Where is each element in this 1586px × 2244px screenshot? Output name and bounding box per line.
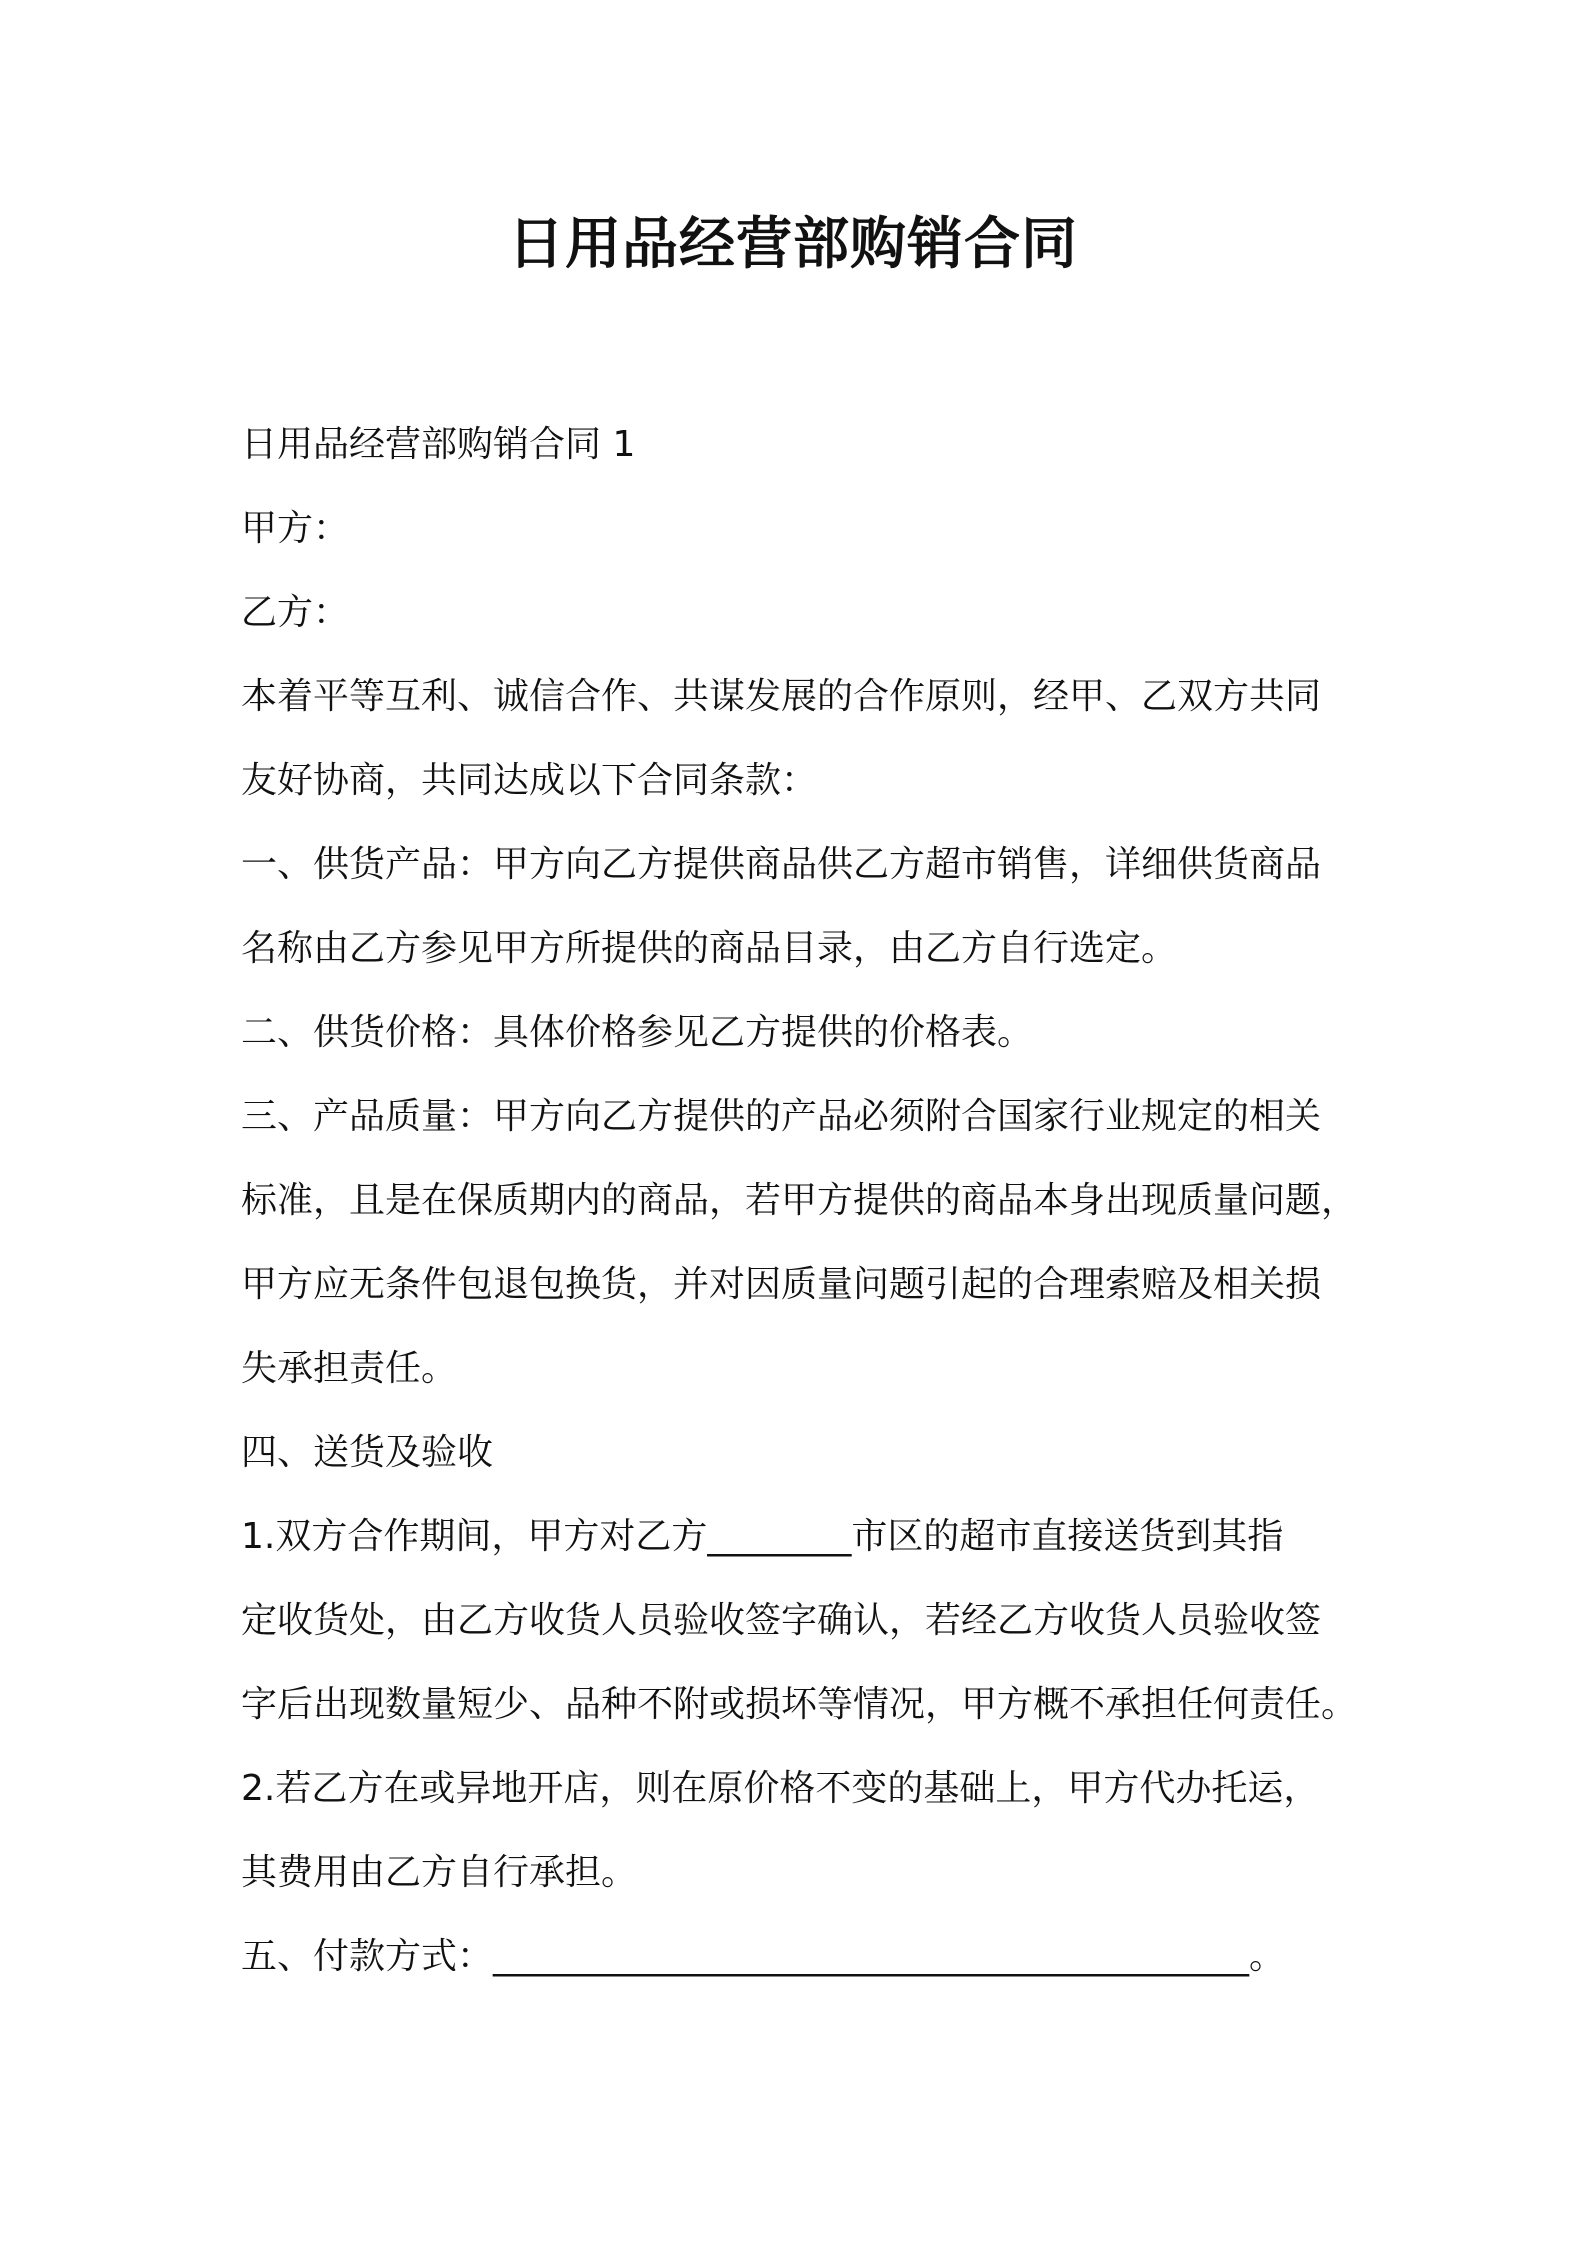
clause-4-item-1-line: 字后出现数量短少、品种不附或损坏等情况，甲方概不承担任何责任。 xyxy=(241,1684,1358,1725)
document-body xyxy=(241,403,1361,1999)
document-title: 日用品经营部购销合同 xyxy=(508,212,1078,277)
clause-5-line: 五、付款方式：__________________________________________。 xyxy=(241,1936,1286,1977)
subtitle-line: 日用品经营部购销合同 1 xyxy=(241,424,636,465)
clause-4-item-2-line: 其费用由乙方自行承担。 xyxy=(241,1852,638,1893)
preamble-line: 友好协商，共同达成以下合同条款： xyxy=(241,760,818,801)
clause-1-line: 名称由乙方参见甲方所提供的商品目录，由乙方自行选定。 xyxy=(241,928,1178,969)
preamble-line: 本着平等互利、诚信合作、共谋发展的合作原则，经甲、乙双方共同 xyxy=(241,676,1322,717)
clause-2-line: 二、供货价格：具体价格参见乙方提供的价格表。 xyxy=(241,1012,1034,1053)
party-b-line: 乙方： xyxy=(241,592,350,633)
clause-4-item-2-line: 2.若乙方在或异地开店，则在原价格不变的基础上，甲方代办托运， xyxy=(241,1768,1320,1809)
clause-3-line: 失承担责任。 xyxy=(241,1348,458,1389)
clause-4-item-1-line: 1.双方合作期间，甲方对乙方________市区的超市直接送货到其指 xyxy=(241,1516,1284,1557)
clause-1-line: 一、供货产品：甲方向乙方提供商品供乙方超市销售，详细供货商品 xyxy=(241,844,1322,885)
clause-3-line: 甲方应无条件包退包换货，并对因质量问题引起的合理索赔及相关损 xyxy=(241,1264,1322,1305)
clause-4-item-1-line: 定收货处，由乙方收货人员验收签字确认，若经乙方收货人员验收签 xyxy=(241,1600,1322,1641)
clause-3-line: 标准，且是在保质期内的商品，若甲方提供的商品本身出现质量问题， xyxy=(241,1180,1358,1221)
clause-3-line: 三、产品质量：甲方向乙方提供的产品必须附合国家行业规定的相关 xyxy=(241,1096,1322,1137)
party-a-line: 甲方： xyxy=(241,508,350,549)
clause-4-heading: 四、送货及验收 xyxy=(241,1432,494,1473)
